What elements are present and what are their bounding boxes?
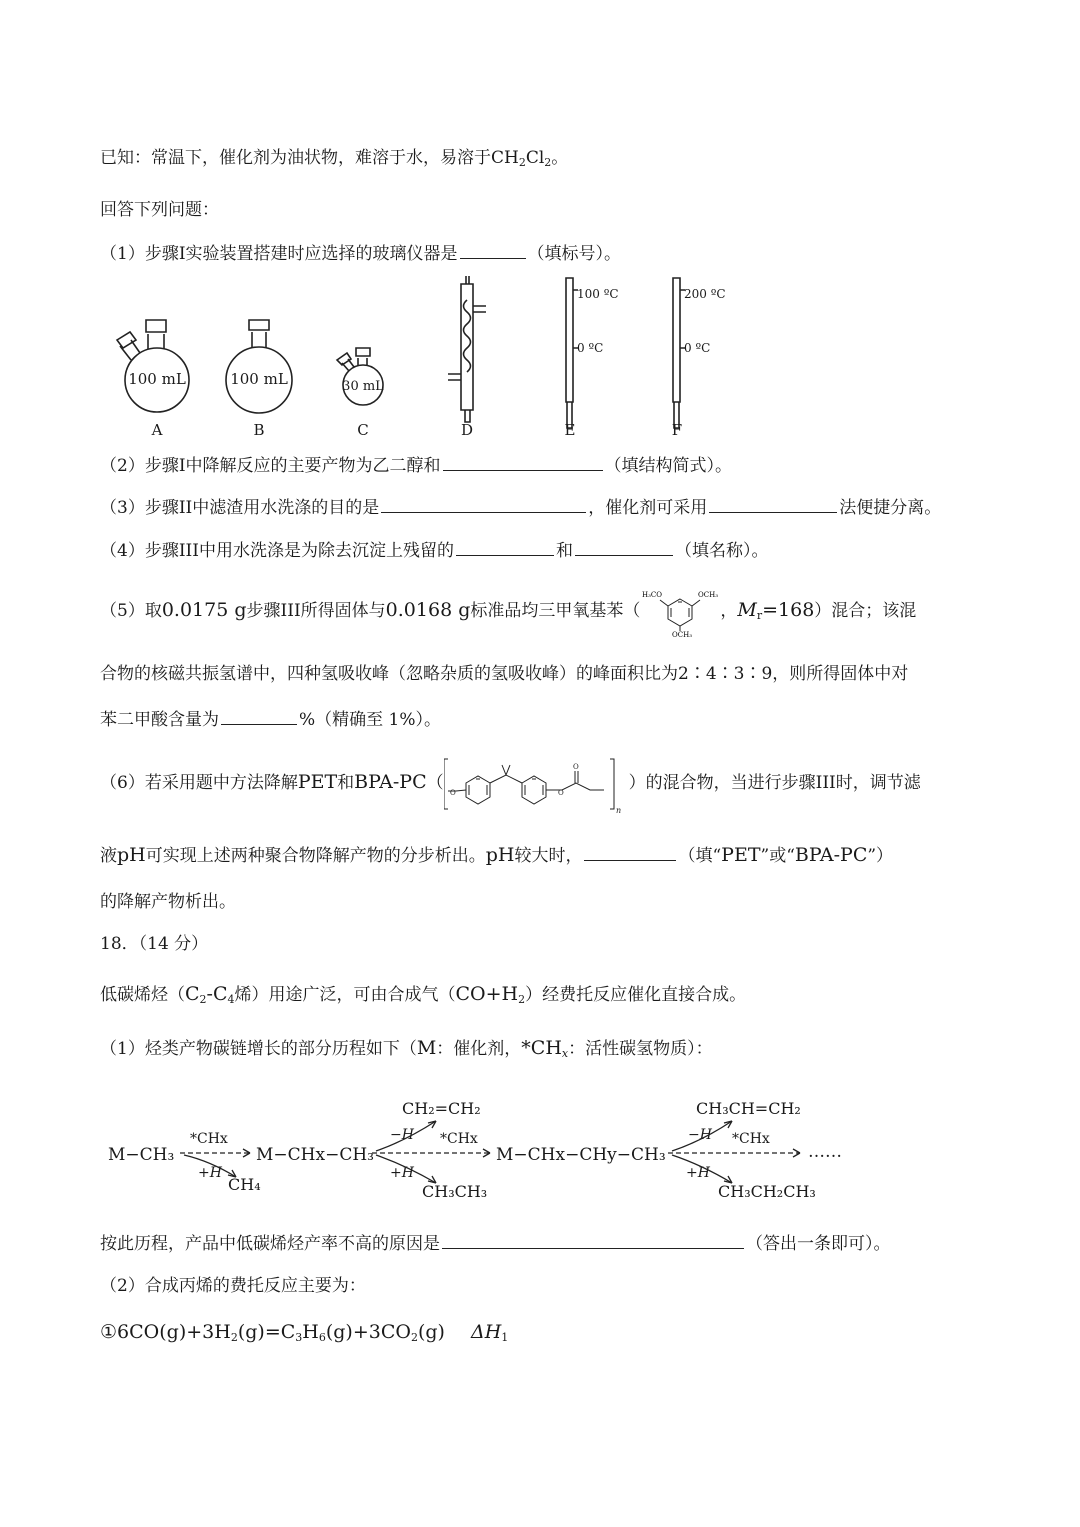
flask-c-volume: 30 mL — [342, 379, 384, 394]
answer-blank-6[interactable] — [584, 842, 676, 861]
svg-text:H₃CO: H₃CO — [642, 590, 663, 599]
flask-c-icon — [337, 348, 383, 405]
answer-blank-5[interactable] — [221, 706, 297, 725]
propene: CH₃CH=CH₂ — [696, 1099, 801, 1118]
flask-a-volume: 100 mL — [128, 370, 186, 388]
svg-text:O: O — [449, 788, 456, 797]
answer-blank-4a[interactable] — [456, 537, 554, 556]
question-4: （4）步骤III中用水洗涤是为除去沉淀上残留的 和 （填名称）。 — [100, 537, 990, 563]
question-18-reason: 按此历程，产品中低碳烯烃产率不高的原因是 （答出一条即可）。 — [100, 1230, 990, 1256]
label-b: B — [253, 421, 265, 439]
question-1: （1）步骤I实验装置搭建时应选择的玻璃仪器是 （填标号）。 — [100, 240, 990, 266]
label-c: C — [357, 421, 369, 439]
svg-text:OCH₃: OCH₃ — [672, 630, 693, 637]
m-chx-ch3: M−CHx−CH₃ — [256, 1145, 374, 1165]
trimethoxybenzene-structure — [640, 587, 720, 637]
bpa-pc-structure — [444, 753, 629, 815]
label-e: E — [564, 421, 576, 439]
svg-text:OCH₃: OCH₃ — [698, 590, 719, 599]
question-3: （3）步骤II中滤渣用水洗涤的目的是 ，催化剂可采用 法便捷分离。 — [100, 494, 990, 520]
m-chx-chy-ch3: M−CHx−CHy−CH₃ — [496, 1145, 666, 1165]
question-18-2: （2）合成丙烯的费托反应主要为： — [100, 1276, 366, 1296]
answer-blank-18-1[interactable] — [442, 1230, 744, 1249]
thermometer-f-bottom: 0 ºC — [684, 341, 711, 355]
plus-h-2: +H — [390, 1165, 414, 1181]
m-ch3: M−CH₃ — [108, 1145, 175, 1165]
ellipsis: …… — [808, 1142, 842, 1162]
flask-b-volume: 100 mL — [230, 370, 288, 388]
answer-blank-2[interactable] — [443, 452, 603, 471]
label-a: A — [151, 421, 163, 439]
question-18-1: （1）烃类产物碳链增长的部分历程如下（M：催化剂，$*CH_x$：活性碳氢物质）： — [100, 1037, 713, 1060]
ch4: CH₄ — [228, 1175, 261, 1194]
plus-h-1: +H — [198, 1165, 222, 1181]
star-chx-1: *CHx — [190, 1131, 228, 1147]
label-f: F — [671, 421, 683, 439]
label-d: D — [460, 421, 474, 439]
condenser-d-icon — [448, 276, 486, 422]
chain-growth-mechanism — [0, 1085, 1080, 1215]
answer-blank-3b[interactable] — [709, 494, 837, 513]
answer-blank-3a[interactable] — [381, 494, 586, 513]
question-5-line-2: 合物的核磁共振氢谱中，四种氢吸收峰（忽略杂质的氢吸收峰）的峰面积比为2∶4∶3∶9，则所得固体中对 — [100, 664, 909, 684]
question-6-line-2: 液pH可实现上述两种聚合物降解产物的分步析出。pH较大时， （填“PET”或“BPA-PC”） — [100, 844, 894, 866]
ethane: CH₃CH₃ — [422, 1182, 488, 1201]
thermometer-f-top: 200 ºC — [684, 287, 726, 301]
known-statement: 已知：常温下，催化剂为油状物，难溶于水，易溶于$CH_2Cl_2$。 — [100, 148, 569, 169]
question-18-header: 18．（14 分） — [100, 934, 209, 954]
apparatus-figure — [0, 270, 1080, 470]
question-5-line-3: 苯二甲酸含量为 %（精确至 1%）。 — [100, 706, 990, 732]
minus-h-3: −H — [688, 1127, 712, 1143]
thermometer-e-top: 100 ºC — [577, 287, 619, 301]
svg-text:O: O — [572, 762, 579, 771]
answer-intro: 回答下列问题： — [100, 200, 219, 220]
question-6-line-1: （6）若采用题中方法降解PET和BPA-PC（ O O O n ）的混合物，当进行步骤III时，调节滤 — [100, 770, 990, 795]
star-chx-3: *CHx — [732, 1131, 770, 1147]
thermometer-e-bottom: 0 ºC — [577, 341, 604, 355]
question-18-intro: 低碳烯烃（$C_2-C_4$烯）用途广泛，可由合成气$(CO+H_2)$经费托反应催化直接合成。 — [100, 983, 747, 1006]
propane: CH₃CH₂CH₃ — [718, 1182, 816, 1201]
minus-h-1: −H — [390, 1127, 414, 1143]
question-2: （2）步骤I中降解反应的主要产物为乙二醇和 （填结构简式）。 — [100, 452, 990, 478]
answer-blank-4b[interactable] — [575, 537, 673, 556]
question-6-line-3: 的降解产物析出。 — [100, 892, 236, 912]
star-chx-2: *CHx — [440, 1131, 478, 1147]
ethene: CH₂=CH₂ — [402, 1099, 481, 1118]
flask-b-icon — [226, 320, 292, 413]
equation-1: $①6CO(g)+3H_2(g)=C_3H_6(g)+3CO_2(g)$ $\Delta H_1$ — [100, 1321, 509, 1344]
question-5-line-1: （5）取0.0175 g步骤III所得固体与0.0168 g标准品均三甲氧基苯（ H₃CO OCH₃ OCH₃ ，$M_r=168$）混合；该混 — [100, 598, 990, 628]
svg-text:O: O — [557, 788, 564, 797]
svg-text:n: n — [615, 805, 621, 815]
flask-a-icon — [117, 320, 189, 412]
answer-blank-1[interactable] — [460, 240, 526, 259]
plus-h-3: +H — [686, 1165, 710, 1181]
